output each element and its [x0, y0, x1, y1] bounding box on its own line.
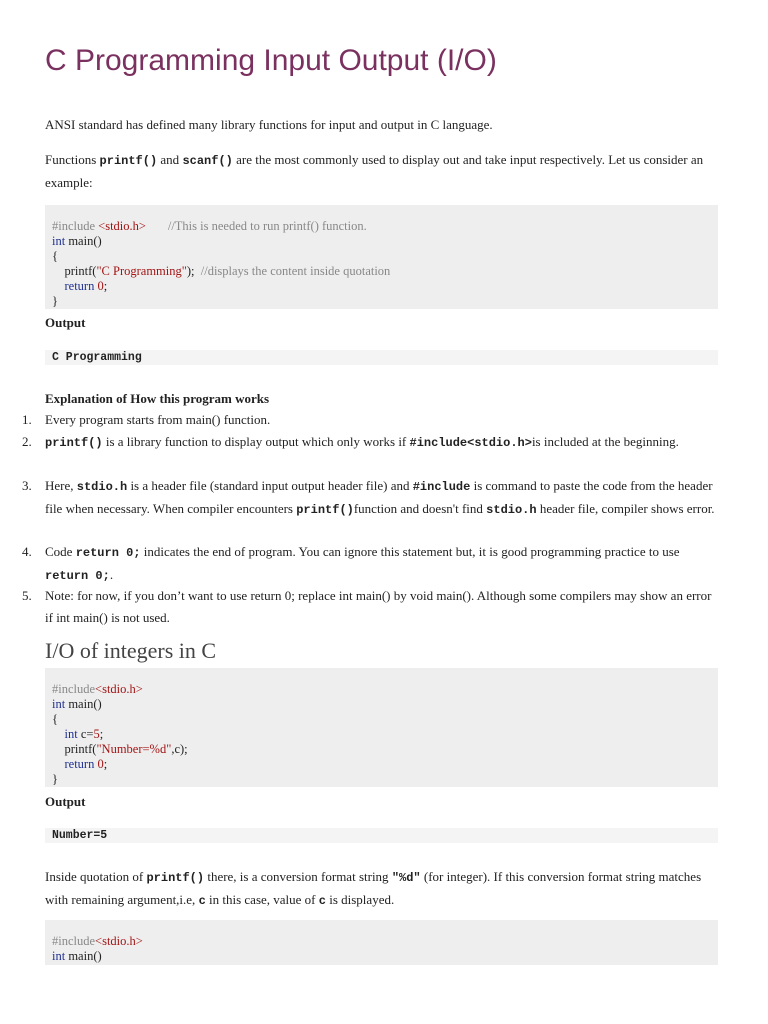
- header-name: <stdio.h>: [98, 219, 146, 233]
- code-line: [52, 234, 102, 249]
- code-block-2: [45, 668, 718, 787]
- intro-paragraph: ANSI standard has defined many library functions for input and output in C language.: [45, 117, 493, 132]
- list-number: 4.: [22, 544, 32, 559]
- header-name: <stdio.h>: [95, 682, 143, 696]
- keyword: return: [52, 279, 98, 293]
- explanation-list: [0, 409, 768, 629]
- list-text: Note: for now, if you don’t want to use return 0; replace int main() by void main(). Although some compilers may show an error if int main() is not used.: [45, 588, 712, 625]
- code-line: [52, 757, 107, 772]
- text: is displayed.: [325, 892, 395, 907]
- inside-quotation-paragraph: [45, 866, 725, 912]
- number-literal: 5: [93, 727, 100, 741]
- code-comment: //This is needed to run printf() function.: [145, 219, 367, 233]
- string-literal: "C Programming": [96, 264, 187, 278]
- code-line: [52, 727, 103, 742]
- code-text: );: [186, 264, 201, 278]
- list-number: 3.: [22, 478, 32, 493]
- text: Inside quotation of: [45, 869, 147, 884]
- list-number: 2.: [22, 434, 32, 449]
- code-line: [52, 682, 143, 697]
- code-text: ;: [103, 279, 108, 293]
- code-text: ;: [103, 757, 108, 771]
- code-line: }: [52, 772, 58, 786]
- text: Here,: [45, 478, 77, 493]
- text: is command to paste the code from the header file when necessary. When compiler encounters: [45, 478, 713, 516]
- keyword: int: [52, 727, 78, 741]
- functions-paragraph: [45, 149, 725, 194]
- inline-code: printf(): [45, 436, 103, 450]
- code-comment: //displays the content inside quotation: [200, 264, 391, 278]
- code-text: ,c);: [171, 742, 188, 756]
- output-label: Output: [45, 794, 86, 809]
- code-text: printf(: [52, 264, 97, 278]
- code-text: ;: [99, 727, 104, 741]
- code-block-1: [45, 205, 718, 309]
- output-text: Number=5: [52, 829, 108, 842]
- keyword: int: [52, 234, 66, 248]
- page-title: C Programming Input Output (I/O): [45, 44, 497, 77]
- header-name: <stdio.h>: [95, 934, 143, 948]
- section-heading: I/O of integers in C: [45, 638, 217, 663]
- list-text: [45, 541, 722, 587]
- inline-code: printf(): [296, 503, 354, 517]
- inline-code: printf(): [99, 154, 158, 168]
- text: there, is a conversion format string: [204, 869, 392, 884]
- code-text: c=: [77, 727, 94, 741]
- text: is included at the beginning.: [531, 434, 679, 449]
- list-text: Every program starts from main() function.: [45, 412, 271, 427]
- code-text: main(): [65, 697, 102, 711]
- text: function and doesn't find: [353, 501, 487, 516]
- list-number: 5.: [22, 588, 32, 603]
- output-block-2: [45, 828, 718, 843]
- inline-code: printf(): [146, 871, 205, 885]
- code-line: [52, 279, 107, 294]
- keyword: int: [52, 697, 66, 711]
- text: in this case, value of: [205, 892, 319, 907]
- text: .: [109, 567, 114, 582]
- output-text: C Programming: [52, 351, 142, 364]
- number-literal: 0: [97, 279, 104, 293]
- text: Code: [45, 544, 76, 559]
- code-line: [52, 934, 143, 949]
- code-text: main(): [65, 949, 102, 963]
- list-text: [45, 475, 722, 521]
- text: Functions: [45, 152, 100, 167]
- inline-code: #include<stdio.h>: [409, 436, 532, 450]
- inline-code: c: [198, 894, 206, 908]
- code-text: main(): [65, 234, 102, 248]
- code-line: [52, 697, 102, 712]
- inline-code: return 0;: [75, 546, 141, 560]
- code-line: {: [52, 712, 58, 726]
- keyword: return: [52, 757, 98, 771]
- code-line: [52, 949, 102, 964]
- preprocessor: #include: [52, 682, 96, 696]
- text: are the most commonly used to display out and take input respectively. Let us consider an example:: [45, 152, 704, 190]
- code-line: [52, 264, 390, 279]
- inline-code: c: [318, 894, 326, 908]
- string-literal: "Number=%d": [96, 742, 172, 756]
- inline-code: return 0;: [45, 569, 110, 583]
- keyword: int: [52, 949, 66, 963]
- preprocessor: #include: [52, 934, 96, 948]
- inline-code: stdio.h: [486, 503, 537, 517]
- output-label: Output: [45, 315, 86, 330]
- code-line: [52, 742, 188, 757]
- text: is a header file (standard input output header file) and: [127, 478, 413, 493]
- list-text: [45, 431, 722, 454]
- text: is a library function to display output which only works if: [102, 434, 410, 449]
- inline-code: #include: [412, 480, 471, 494]
- text: indicates the end of program. You can ignore this statement but, it is good programming practice to use: [140, 544, 680, 559]
- inline-code: "%d": [391, 871, 421, 885]
- list-number: 1.: [22, 412, 32, 427]
- text: and: [157, 152, 183, 167]
- code-line: }: [52, 294, 58, 308]
- text: header file, compiler shows error.: [536, 501, 715, 516]
- text: (for integer). If this conversion format string matches with remaining argument,i.e,: [45, 869, 702, 907]
- inline-code: scanf(): [182, 154, 233, 168]
- code-line: {: [52, 249, 58, 263]
- output-block-1: [45, 350, 718, 365]
- code-text: printf(: [52, 742, 97, 756]
- inline-code: stdio.h: [76, 480, 128, 494]
- code-line: [52, 219, 367, 234]
- preprocessor: #include: [52, 219, 99, 233]
- code-block-3: [45, 920, 718, 965]
- explanation-heading: Explanation of How this program works: [45, 391, 270, 406]
- number-literal: 0: [97, 757, 104, 771]
